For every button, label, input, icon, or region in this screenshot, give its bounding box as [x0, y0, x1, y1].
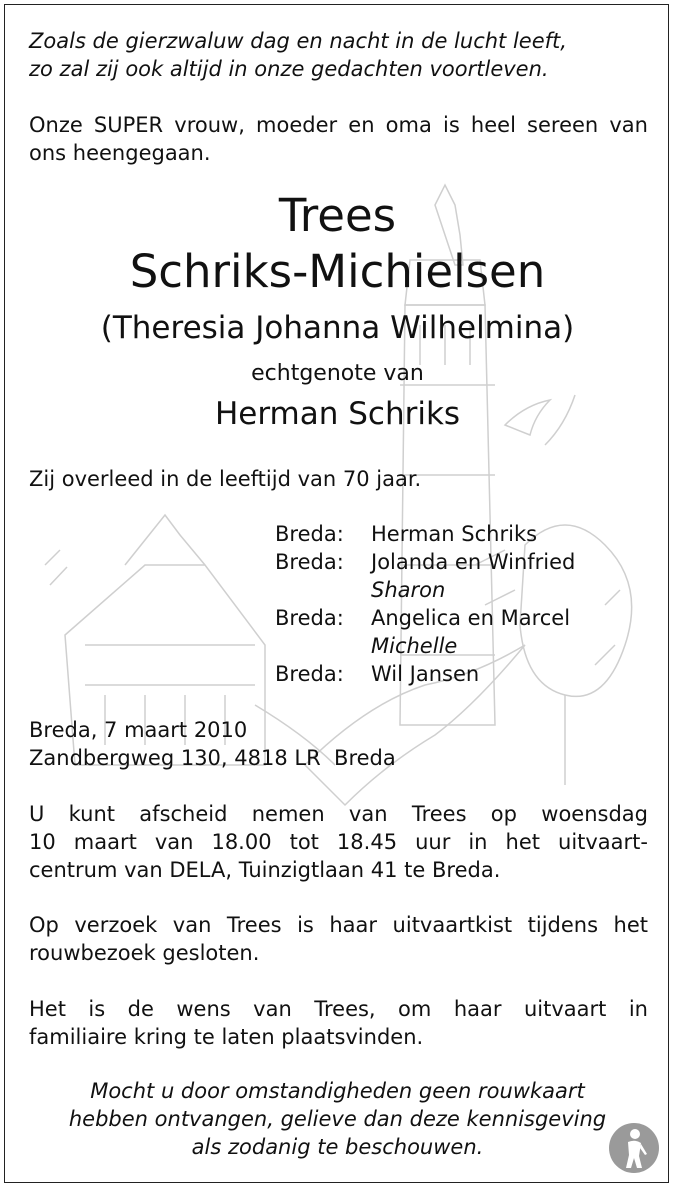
farewell-line: U kunt afscheid nemen van Trees op woensdag: [29, 802, 648, 826]
grandchild-name: Michelle: [371, 634, 458, 658]
deceased-full-names: (Theresia Johanna Wilhelmina): [100, 310, 575, 346]
closing-line: als zodanig te beschouwen.: [191, 1135, 484, 1159]
relative-name: Wil Jansen: [371, 662, 480, 686]
motto: [29, 27, 648, 83]
wish-line: familiaire kring te laten plaatsvinden.: [29, 1025, 424, 1049]
relative-place: Breda:: [275, 606, 344, 630]
address: Zandbergweg 130, 4818 LR Breda: [29, 746, 396, 770]
relative-place: Breda:: [275, 662, 344, 686]
farewell-text: [29, 800, 648, 884]
relative-place: Breda:: [275, 550, 344, 574]
date-place: Breda, 7 maart 2010: [29, 718, 248, 742]
relative-place: Breda:: [275, 522, 344, 546]
closing-line: hebben ontvangen, gelieve dan deze kennisgeving: [68, 1107, 607, 1131]
relative-name: Angelica en Marcel: [371, 606, 571, 630]
obituary-card: [4, 4, 669, 1183]
wish-line: Het is de wens van Trees, om haar uitvaart in: [29, 997, 648, 1021]
coffin-line: Op verzoek van Trees is haar uitvaartkist tijdens het: [29, 913, 648, 937]
spouse-label: echtgenote van: [251, 361, 424, 386]
motto-line: Zoals de gierzwaluw dag en nacht in de lucht leeft,: [29, 29, 567, 53]
relative-name: Jolanda en Winfried: [371, 550, 576, 574]
coffin-text: [29, 911, 648, 967]
age-text: Zij overleed in de leeftijd van 70 jaar.: [29, 467, 422, 491]
intro-text: Onze SUPER vrouw, moeder en oma is heel sereen van ons heengegaan.: [29, 113, 648, 165]
closing-text: [5, 1077, 670, 1161]
figure-icon: [608, 1122, 660, 1174]
wish-text: [29, 995, 648, 1051]
motto-line: zo zal zij ook altijd in onze gedachten voortleven.: [29, 57, 549, 81]
coffin-line: rouwbezoek gesloten.: [29, 941, 260, 965]
deceased-surname: Schriks-Michielsen: [129, 245, 546, 298]
deceased-first-name: Trees: [278, 189, 397, 242]
farewell-line: centrum van DELA, Tuinzigtlaan 41 te Breda.: [29, 858, 501, 882]
farewell-line: 10 maart van 18.00 tot 18.45 uur in het uitvaart-: [29, 830, 648, 854]
relative-name: Herman Schriks: [371, 522, 538, 546]
spouse-name: Herman Schriks: [214, 396, 461, 432]
grandchild-name: Sharon: [371, 578, 446, 602]
closing-line: Mocht u door omstandigheden geen rouwkaart: [90, 1079, 585, 1103]
